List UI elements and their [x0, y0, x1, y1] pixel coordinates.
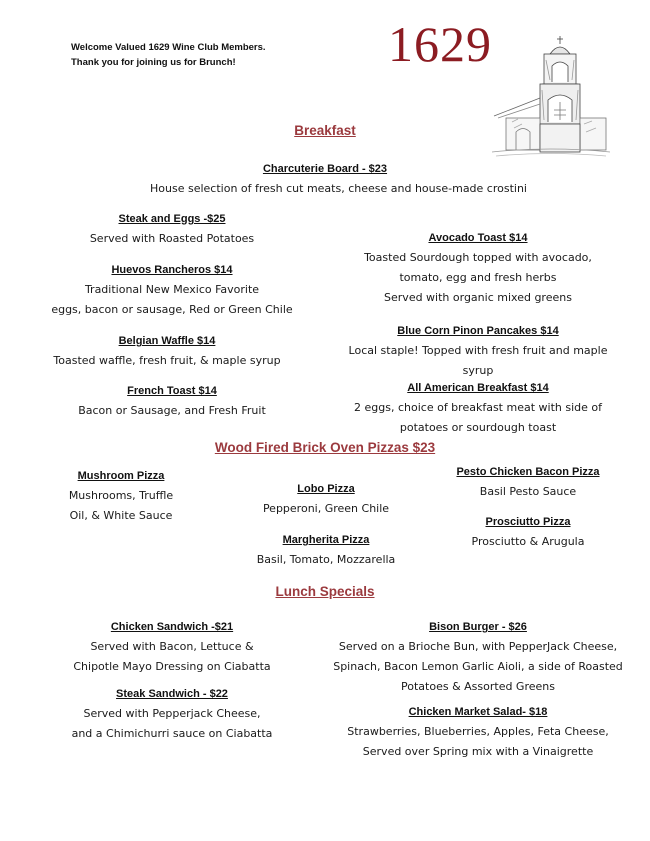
item-description: Served over Spring mix with a Vinaigrette: [362, 745, 594, 758]
item-description: Served with Pepperjack Cheese,: [83, 707, 261, 720]
item-description: syrup: [462, 364, 494, 377]
welcome-line-2: Thank you for joining us for Brunch!: [71, 57, 236, 68]
item-description: Toasted waffle, fresh fruit, & maple syrup: [53, 354, 281, 367]
item-title: Chicken Sandwich -$21: [110, 621, 234, 633]
menu-item-prosciutto-pizza: [438, 512, 618, 552]
menu-item-steak-sandwich: [42, 684, 302, 744]
item-description: Basil, Tomato, Mozzarella: [256, 553, 396, 566]
item-description: Pepperoni, Green Chile: [262, 502, 390, 515]
item-description: Potatoes & Assorted Greens: [401, 680, 555, 693]
item-title: All American Breakfast $14: [407, 382, 549, 394]
item-title: Blue Corn Pinon Pancakes $14: [397, 325, 559, 337]
item-title: Lobo Pizza: [297, 483, 355, 495]
item-description: Served with Bacon, Lettuce &: [90, 640, 254, 653]
item-description: Local staple! Topped with fresh fruit and maple: [348, 344, 608, 357]
item-description: Bacon or Sausage, and Fresh Fruit: [78, 404, 266, 417]
menu-item-chicken-sandwich: [52, 617, 292, 677]
item-description: 2 eggs, choice of breakfast meat with side of: [354, 401, 602, 414]
item-description: Traditional New Mexico Favorite: [84, 283, 260, 296]
item-title: Pesto Chicken Bacon Pizza: [456, 466, 600, 478]
section-title-breakfast: Breakfast: [294, 123, 356, 138]
item-description: Served on a Brioche Bun, with PepperJack Cheese,: [338, 640, 618, 653]
menu-item-huevos-rancheros: [32, 260, 312, 320]
bell-tower-illustration: [492, 36, 610, 158]
section-title-pizzas: Wood Fired Brick Oven Pizzas $23: [214, 440, 436, 455]
item-description: Spinach, Bacon Lemon Garlic Aioli, a side of Roasted: [333, 660, 623, 673]
item-description: Prosciutto & Arugula: [471, 535, 585, 548]
menu-item-blue-corn-pinon-pancakes: [328, 321, 628, 381]
item-title: Huevos Rancheros $14: [111, 264, 233, 276]
menu-item-charcuterie-board: [150, 159, 527, 199]
item-description: eggs, bacon or sausage, Red or Green Chile: [51, 303, 293, 316]
item-title: Steak and Eggs -$25: [118, 213, 226, 225]
item-title: Steak Sandwich - $22: [116, 688, 228, 700]
item-description: Toasted Sourdough topped with avocado,: [364, 251, 592, 264]
item-description: House selection of fresh cut meats, cheese and house-made crostini: [150, 182, 527, 195]
menu-item-bison-burger: [318, 617, 638, 697]
welcome-line-1: Welcome Valued 1629 Wine Club Members.: [71, 42, 266, 53]
item-description: Basil Pesto Sauce: [479, 485, 577, 498]
item-title: Prosciutto Pizza: [485, 516, 571, 528]
menu-item-chicken-market-salad: [333, 702, 623, 762]
item-description: Strawberries, Blueberries, Apples, Feta Cheese,: [347, 725, 609, 738]
menu-item-belgian-waffle: [27, 331, 307, 371]
welcome-message: [71, 40, 266, 70]
item-description: tomato, egg and fresh herbs: [399, 271, 557, 284]
item-description: and a Chimichurri sauce on Ciabatta: [71, 727, 273, 740]
section-title-lunch: Lunch Specials: [275, 584, 375, 599]
menu-item-mushroom-pizza: [46, 466, 196, 526]
item-description: Chipotle Mayo Dressing on Ciabatta: [73, 660, 271, 673]
item-description: Served with Roasted Potatoes: [89, 232, 255, 245]
item-title: French Toast $14: [127, 385, 217, 397]
item-title: Charcuterie Board - $23: [262, 163, 388, 175]
item-description: Oil, & White Sauce: [69, 509, 173, 522]
item-title: Chicken Market Salad- $18: [408, 706, 548, 718]
item-description: Mushrooms, Truffle: [68, 489, 174, 502]
menu-item-french-toast: [52, 381, 292, 421]
item-title: Margherita Pizza: [282, 534, 370, 546]
item-title: Belgian Waffle $14: [118, 335, 216, 347]
menu-item-steak-and-eggs: [52, 209, 292, 249]
item-title: Avocado Toast $14: [428, 232, 528, 244]
menu-item-all-american-breakfast: [328, 378, 628, 438]
item-description: potatoes or sourdough toast: [399, 421, 557, 434]
item-title: Bison Burger - $26: [429, 621, 527, 633]
item-title: Mushroom Pizza: [77, 470, 165, 482]
menu-item-avocado-toast: [338, 228, 618, 308]
logo-text: 1629: [388, 16, 492, 72]
menu-item-margherita-pizza: [236, 530, 416, 570]
menu-item-lobo-pizza: [236, 479, 416, 519]
item-description: Served with organic mixed greens: [384, 291, 572, 304]
menu-item-pesto-chicken-bacon-pizza: [428, 462, 628, 502]
